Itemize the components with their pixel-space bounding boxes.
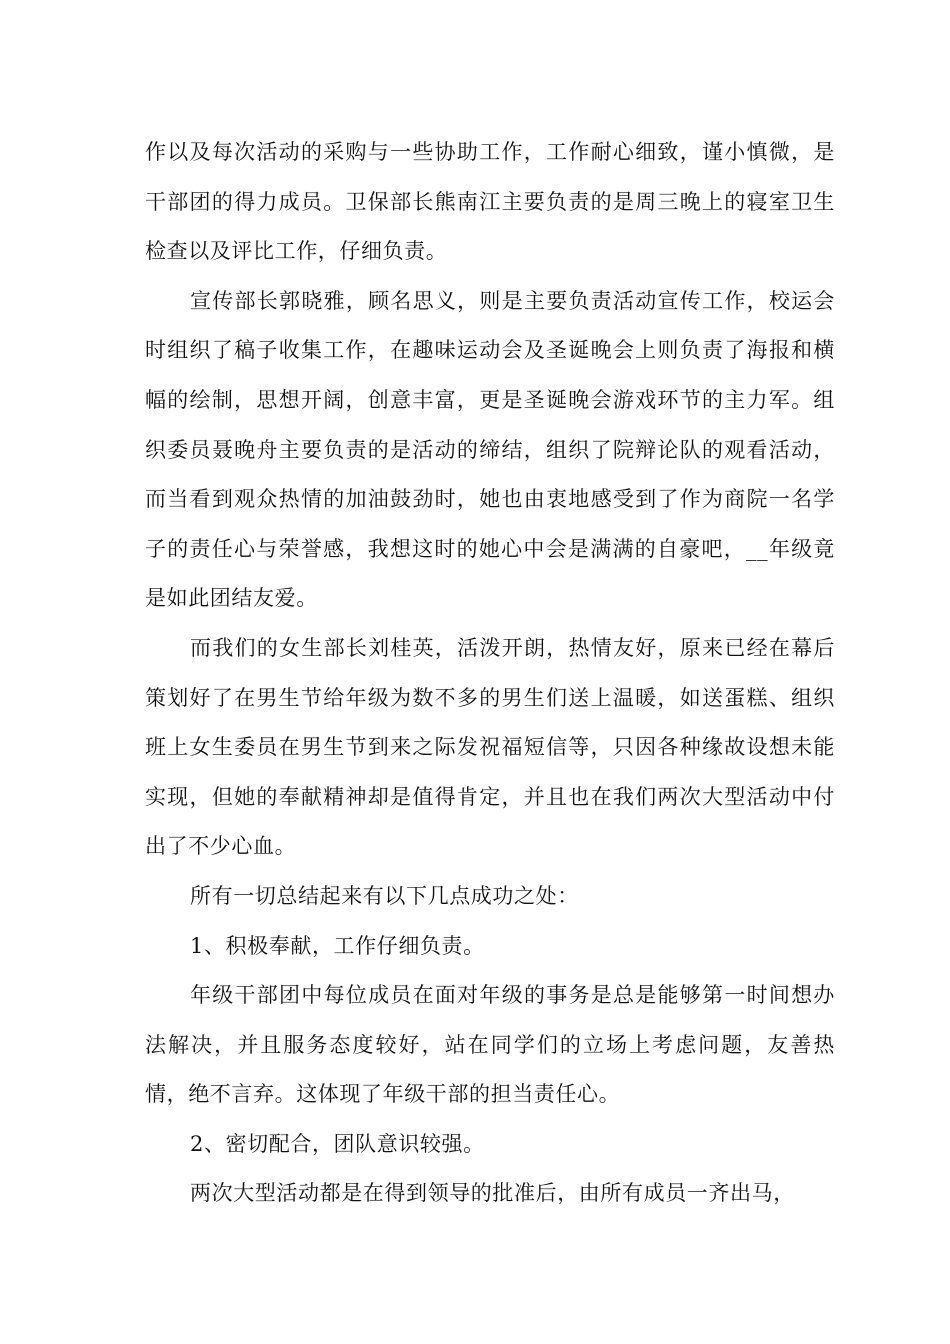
document-page <box>145 128 835 1219</box>
paragraph-2: 宣传部长郭晓雅，顾名思义，则是主要负责活动宣传工作，校运会时组织了稿子收集工作，在趣味运动会及圣诞晚会上则负责了海报和横幅的绘制，思想开阔，创意丰富，更是圣诞晚会游戏环节的主力军。组织委员聂晚舟主要负责的是活动的缔结，组织了院辩论队的观看活动，而当看到观众热情的加油鼓劲时，她也由衷地感受到了作为商院一名学子的责任心与荣誉感，我想这时的她心中会是满满的自豪吧，__年级竟是如此团结友爱。 <box>145 288 835 611</box>
list-heading-1: 1、积极奉献，工作仔细负责。 <box>190 933 485 958</box>
paragraph-4: 所有一切总结起来有以下几点成功之处： <box>190 883 579 908</box>
paragraph-1: 作以及每次活动的采购与一些协助工作，工作耐心细致，谨小慎微，是干部团的得力成员。卫保部长熊南江主要负责的是周三晚上的寝室卫生检查以及评比工作，仔细负责。 <box>145 140 835 264</box>
paragraph-3: 而我们的女生部长刘桂英，活泼开朗，热情友好，原来已经在幕后策划好了在男生节给年级为数不多的男生们送上温暖，如送蛋糕、组织班上女生委员在男生节到来之际发祝福短信等，只因各种缘故设想未能实现，但她的奉献精神却是值得肯定，并且也在我们两次大型活动中付出了不少心血。 <box>145 635 835 859</box>
paragraph-6: 两次大型活动都是在得到领导的批准后，由所有成员一齐出马， <box>190 1181 795 1206</box>
paragraph-5: 年级干部团中每位成员在面对年级的事务是总是能够第一时间想办法解决，并且服务态度较好，站在同学们的立场上考虑问题，友善热情，绝不言弃。这体现了年级干部的担当责任心。 <box>145 983 835 1107</box>
list-heading-2: 2、密切配合，团队意识较强。 <box>190 1131 485 1156</box>
